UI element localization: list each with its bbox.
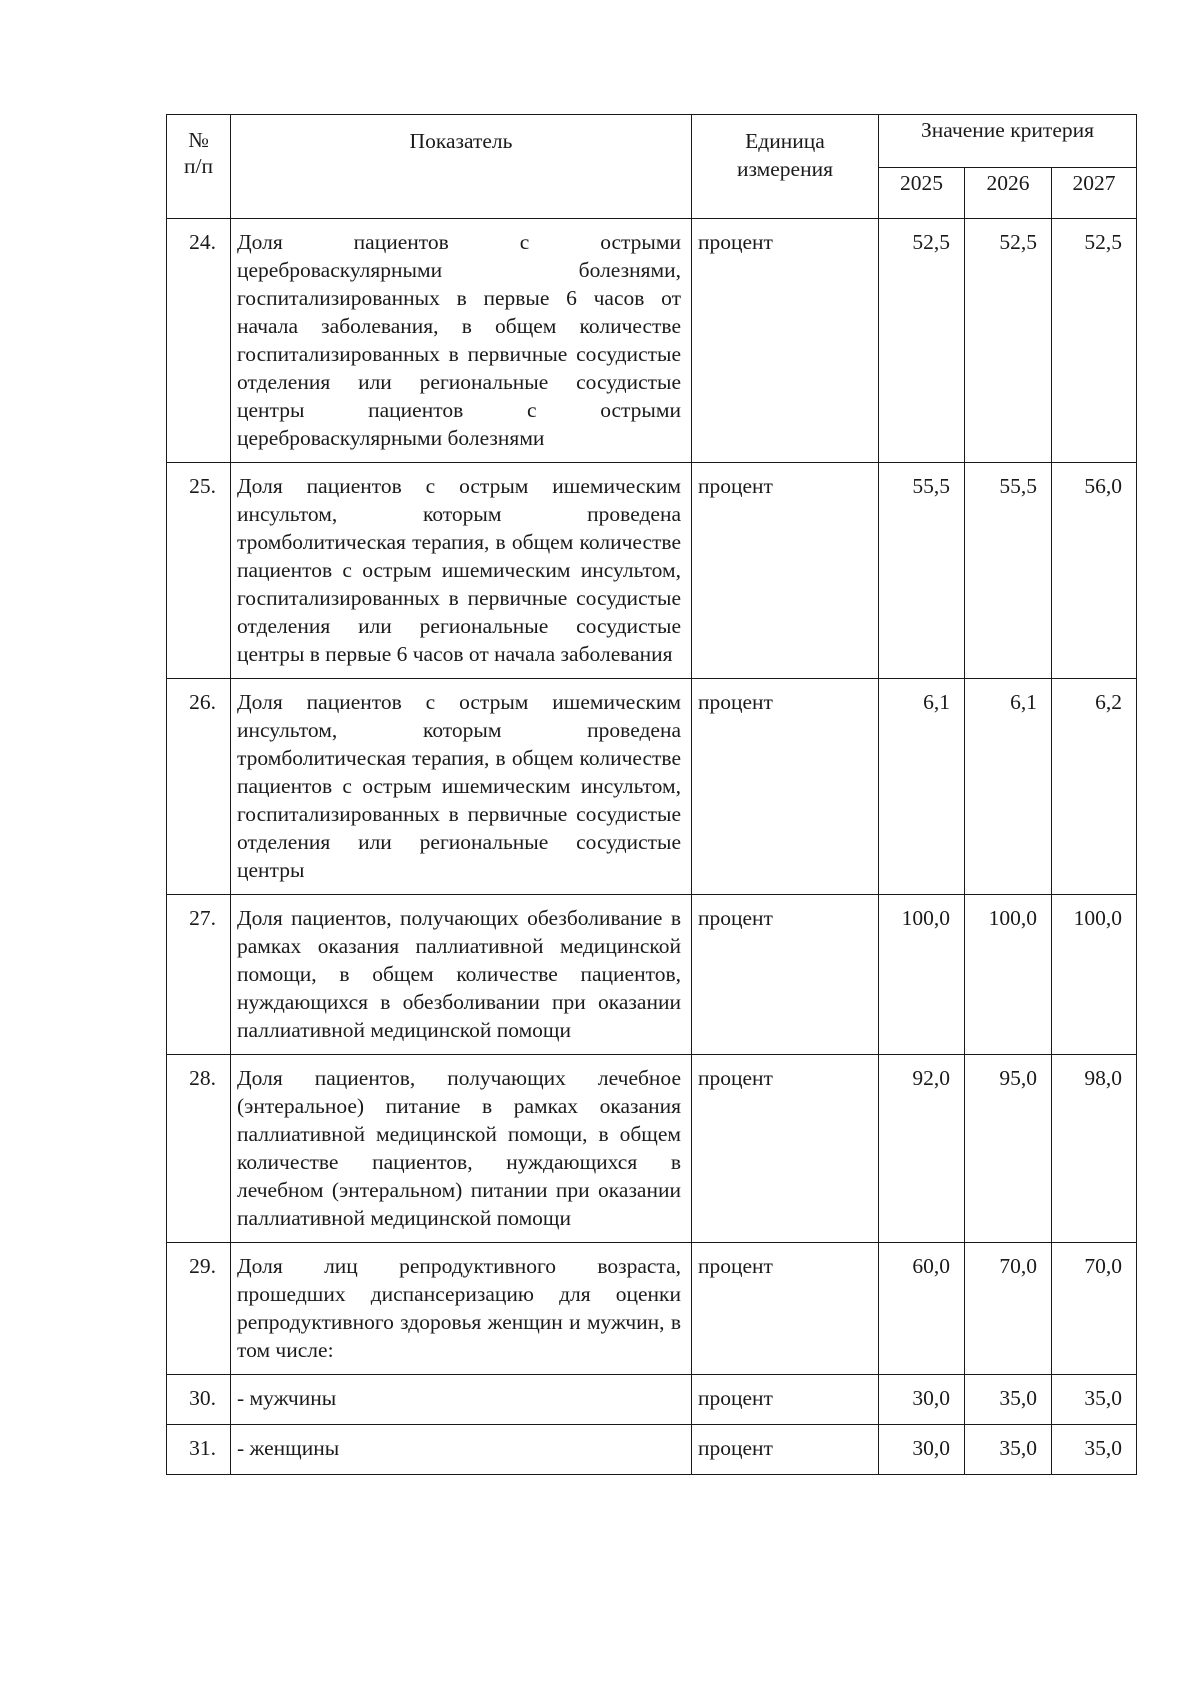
- row-indicator: Доля пациентов, получающих лечебное (энтеральное) питание в рамках оказания паллиативной медицинской помощи, в общем количестве пациентов, нуждающихся в лечебном (энтеральном) питании при оказании паллиативной медицинской помощи: [231, 1055, 692, 1243]
- criteria-table: [166, 114, 1137, 1475]
- row-unit: процент: [692, 463, 879, 679]
- row-unit: процент: [692, 1375, 879, 1425]
- row-value-2025: 55,5: [879, 463, 965, 679]
- row-value-2026: 6,1: [965, 679, 1052, 895]
- header-num: [167, 115, 231, 219]
- table-row: [167, 679, 1137, 895]
- header-year: 2027: [1052, 168, 1137, 219]
- row-unit: процент: [692, 679, 879, 895]
- table-row: [167, 1375, 1137, 1425]
- row-unit: процент: [692, 895, 879, 1055]
- header-unit: [692, 115, 879, 219]
- row-unit: процент: [692, 1425, 879, 1475]
- row-value-2025: 92,0: [879, 1055, 965, 1243]
- row-value-2027: 100,0: [1052, 895, 1137, 1055]
- row-value-2025: 100,0: [879, 895, 965, 1055]
- row-unit: процент: [692, 1055, 879, 1243]
- row-indicator: Доля пациентов с острым ишемическим инсультом, которым проведена тромболитическая терапия, в общем количестве пациентов с острым ишемическим инсультом, госпитализированных в первичные сосудистые отделения или региональные сосудистые центры: [231, 679, 692, 895]
- row-value-2025: 30,0: [879, 1425, 965, 1475]
- row-number: 31.: [167, 1425, 231, 1475]
- row-value-2026: 35,0: [965, 1375, 1052, 1425]
- row-number: 25.: [167, 463, 231, 679]
- row-value-2026: 100,0: [965, 895, 1052, 1055]
- table-row: [167, 1243, 1137, 1375]
- table-row: [167, 1425, 1137, 1475]
- row-value-2027: 70,0: [1052, 1243, 1137, 1375]
- header-value-group: [879, 115, 1137, 168]
- header-unit-label: Единица измерения: [736, 129, 834, 181]
- row-indicator: Доля пациентов с острым ишемическим инсультом, которым проведена тромболитическая терапия, в общем количестве пациентов с острым ишемическим инсультом, госпитализированных в первичные сосудистые отделения или региональные сосудистые центры в первые 6 часов от начала заболевания: [231, 463, 692, 679]
- row-unit: процент: [692, 1243, 879, 1375]
- row-indicator: - женщины: [231, 1425, 692, 1475]
- row-value-2025: 60,0: [879, 1243, 965, 1375]
- row-number: 24.: [167, 219, 231, 463]
- header-year: 2025: [879, 168, 965, 219]
- row-value-2027: 35,0: [1052, 1425, 1137, 1475]
- row-value-2026: 35,0: [965, 1425, 1052, 1475]
- row-indicator: - мужчины: [231, 1375, 692, 1425]
- row-number: 30.: [167, 1375, 231, 1425]
- row-value-2027: 6,2: [1052, 679, 1137, 895]
- row-number: 27.: [167, 895, 231, 1055]
- row-unit: процент: [692, 219, 879, 463]
- header-row: [167, 115, 1137, 168]
- row-indicator: Доля пациентов с острыми цереброваскулярными болезнями, госпитализированных в первые 6 часов от начала заболевания, в общем количестве госпитализированных в первичные сосудистые отделения или региональные сосудистые центры пациентов с острыми цереброваскулярными болезнями: [231, 219, 692, 463]
- row-value-2026: 52,5: [965, 219, 1052, 463]
- table-row: [167, 895, 1137, 1055]
- table-row: [167, 219, 1137, 463]
- row-number: 29.: [167, 1243, 231, 1375]
- row-number: 26.: [167, 679, 231, 895]
- header-num-label: № п/п: [184, 128, 213, 178]
- header-year: 2026: [965, 168, 1052, 219]
- row-indicator: Доля лиц репродуктивного возраста, прошедших диспансеризацию для оценки репродуктивного здоровья женщин и мужчин, в том числе:: [231, 1243, 692, 1375]
- table-row: [167, 463, 1137, 679]
- row-value-2025: 6,1: [879, 679, 965, 895]
- row-indicator: Доля пациентов, получающих обезболивание в рамках оказания паллиативной медицинской помощи, в общем количестве пациентов, нуждающихся в обезболивании при оказании паллиативной медицинской помощи: [231, 895, 692, 1055]
- header-value-group-label: Значение критерия: [920, 118, 1095, 142]
- row-value-2026: 95,0: [965, 1055, 1052, 1243]
- row-value-2026: 70,0: [965, 1243, 1052, 1375]
- row-value-2027: 98,0: [1052, 1055, 1137, 1243]
- header-indicator: [231, 115, 692, 219]
- row-value-2027: 35,0: [1052, 1375, 1137, 1425]
- row-value-2025: 52,5: [879, 219, 965, 463]
- header-indicator-label: Показатель: [409, 129, 513, 153]
- row-value-2026: 55,5: [965, 463, 1052, 679]
- row-value-2027: 52,5: [1052, 219, 1137, 463]
- row-value-2027: 56,0: [1052, 463, 1137, 679]
- row-value-2025: 30,0: [879, 1375, 965, 1425]
- table-row: [167, 1055, 1137, 1243]
- row-number: 28.: [167, 1055, 231, 1243]
